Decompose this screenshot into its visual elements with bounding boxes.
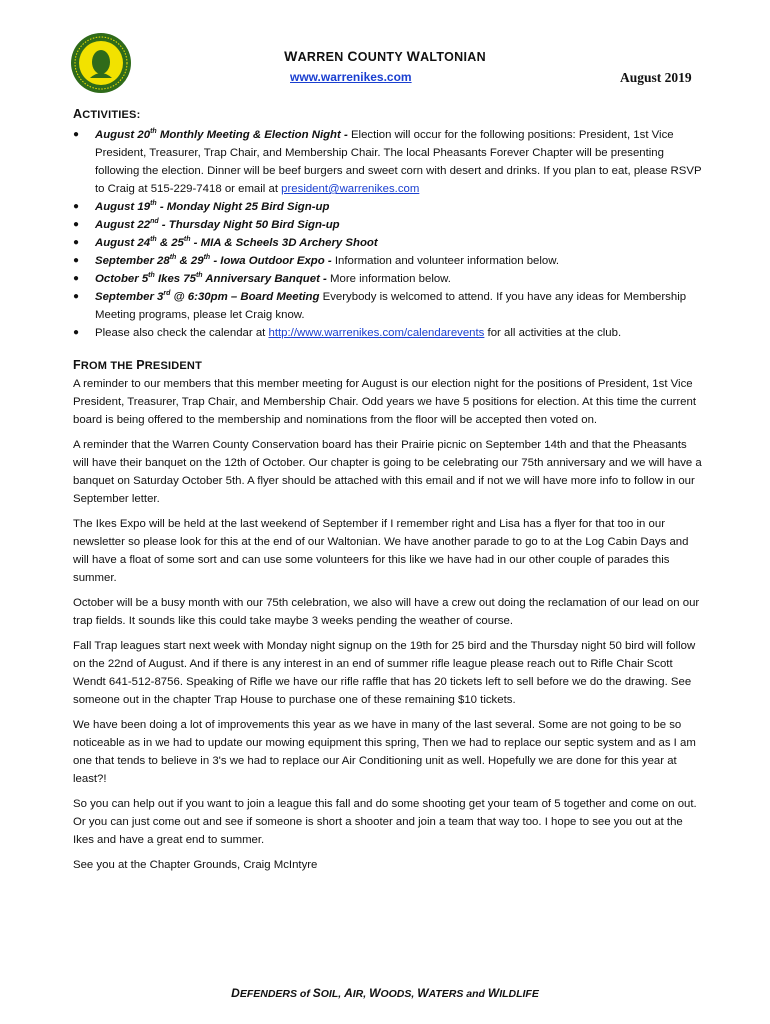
activity-title: & 25 [156, 237, 184, 249]
activity-title: @ 6:30pm – Board Meeting [170, 291, 323, 303]
date-suffix: th [150, 128, 157, 136]
activities-list [73, 126, 703, 342]
activity-title: - Monday Night 25 Bird Sign-up [156, 201, 330, 213]
activity-item [73, 234, 703, 252]
letter-paragraph: October will be a busy month with our 75th celebration, we also will have a crew out doing the reclamation of our lead on our trap fields. It sounds like this could take maybe 3 weeks pending the weather of course. [73, 597, 700, 627]
letter-paragraph: Fall Trap leagues start next week with Monday night signup on the 19th for 25 bird and the Thursday night 50 bird will follow on the 22nd of August. And if there is any interest in an end of summer rifle league please reach out to Rifle Chair Scott Wendt 641-512-8756. Speaking of Rifle we have our rifle raffle that has 20 tickets left to sell before we do the drawing. See someone out in the chapter Trap House to purchase one of these remaining $10 tickets. [73, 640, 696, 706]
activity-title: - Iowa Outdoor Expo - [210, 255, 335, 267]
activity-text: More information below. [330, 273, 451, 285]
bullet-icon: ● [73, 201, 80, 212]
date-suffix: th [169, 254, 177, 262]
activity-item [73, 324, 703, 342]
activity-link[interactable]: http://www.warrenikes.com/calendarevents [268, 327, 485, 339]
bullet-icon: ● [73, 291, 80, 302]
activity-item [73, 126, 703, 198]
date-suffix: th [195, 272, 203, 280]
issue-date: August 2019 [620, 70, 692, 85]
activity-link[interactable]: president@warrenikes.com [281, 183, 420, 195]
activity-text: for all activities at the club. [484, 327, 622, 339]
activity-title: Monthly Meeting & Election Night - [156, 129, 351, 141]
activity-title: October 5 [95, 273, 149, 285]
letter-paragraph: A reminder to our members that this member meeting for August is our election night for the positions of President, 1st Vice President, Treasurer, Trap Chair, and Membership Chair. Odd years we have 5 positions for election. At this time the current board is being offered to the membership and nominations from the floor will be accepted then voted on. [73, 378, 696, 426]
letter-paragraph: So you can help out if you want to join a league this fall and do some shooting get your team of 5 together and come on out. Or you can just come out and see if someone is short a shooter and join a team that way too. I hope to see you out at the Ikes and have a great end to summer. [73, 798, 697, 846]
bullet-icon: ● [73, 237, 80, 248]
activity-item [73, 288, 703, 324]
activity-item [73, 252, 703, 270]
date-suffix: th [203, 254, 211, 262]
president-section [73, 356, 703, 874]
letter-paragraph: The Ikes Expo will be held at the last weekend of September if I remember right and Lisa has a flyer for that too in our newsletter so please look for this at the end of our Waltonian. We have another parade to go to at the Log Cabin Days and will have a float of some sort and can use some volunteers for this like we have had in our other couple of parades this summer. [73, 518, 689, 584]
masthead [140, 48, 630, 64]
bullet-icon: ● [73, 219, 80, 230]
activity-title: & 29 [176, 255, 204, 267]
activities-heading: ACTIVITIES: [73, 107, 141, 121]
bullet-icon: ● [73, 255, 80, 266]
bullet-icon: ● [73, 129, 80, 140]
date-suffix: th [148, 272, 155, 280]
date-suffix: nd [150, 218, 159, 226]
activity-title: - MIA & Scheels 3D Archery Shoot [190, 237, 378, 249]
activity-title: September 28 [95, 255, 170, 267]
letter-paragraph: A reminder that the Warren County Conservation board has their Prairie picnic on September 14th and that the Pheasants will have their banquet on the 12th of October. Our chapter is going to be celebrating our 75th anniversary and we will have a banquet on Saturday October 5th. A flyer should be attached with this email and if not we will have more info to follow in our September letter. [73, 439, 702, 505]
newsletter-body [73, 105, 703, 881]
letter-paragraph: We have been doing a lot of improvements this year as we have in many of the last several. Some are not going to be so noticeable as in we had to update our mowing equipment this spring, Then we had to replace our septic system and as I am one that tends to believe in 3's we had to replace our Air Conditioning unit as well. Hopefully we are done for this year at least?! [73, 719, 696, 785]
activity-text: Everybody is welcomed to attend. If you have any ideas for Membership Meeting programs, please let Craig know. [95, 291, 687, 321]
date-suffix: th [150, 200, 157, 208]
bullet-icon: ● [73, 273, 80, 284]
letter-paragraph: See you at the Chapter Grounds, Craig McIntyre [73, 859, 318, 871]
activity-title: August 19 [95, 201, 151, 213]
activity-title: Ikes 75 [154, 273, 196, 285]
president-letter [73, 375, 703, 874]
newsletter-title: WARREN COUNTY WALTONIAN [284, 48, 486, 64]
president-heading: FROM THE PRESIDENT [73, 358, 202, 372]
activity-title: Anniversary Banquet - [202, 273, 331, 285]
logo-portrait-icon [92, 50, 110, 74]
league-logo [70, 32, 132, 94]
date-suffix: rd [163, 290, 171, 298]
activity-text: Election will occur for the following positions: President, 1st Vice President, Treasurer, Trap Chair, and Membership Chair. The local Pheasants Forever Chapter will be presenting following the election. Dinner will be beef burgers and sweet corn with desert and drinks. If you plan to eat, please RSVP to Craig at 515-229-7418 or email at [95, 129, 702, 195]
website-link[interactable]: www.warrenikes.com [290, 70, 412, 84]
activity-title: August 24 [95, 237, 151, 249]
activity-item [73, 270, 703, 288]
activity-title: August 22 [95, 219, 151, 231]
activity-title: September 3 [95, 291, 164, 303]
activity-title: - Thursday Night 50 Bird Sign-up [158, 219, 340, 231]
activity-text: Information and volunteer information below. [334, 255, 559, 267]
bullet-icon: ● [73, 327, 80, 338]
activity-title: August 20 [95, 129, 151, 141]
activity-item [73, 198, 703, 216]
footer-motto: DEFENDERS of SOIL, AIR, WOODS, WATERS and WILDLIFE [231, 986, 539, 1000]
date-suffix: th [183, 236, 191, 244]
activity-text: Please also check the calendar at [95, 327, 269, 339]
date-suffix: th [150, 236, 157, 244]
activity-item [73, 216, 703, 234]
